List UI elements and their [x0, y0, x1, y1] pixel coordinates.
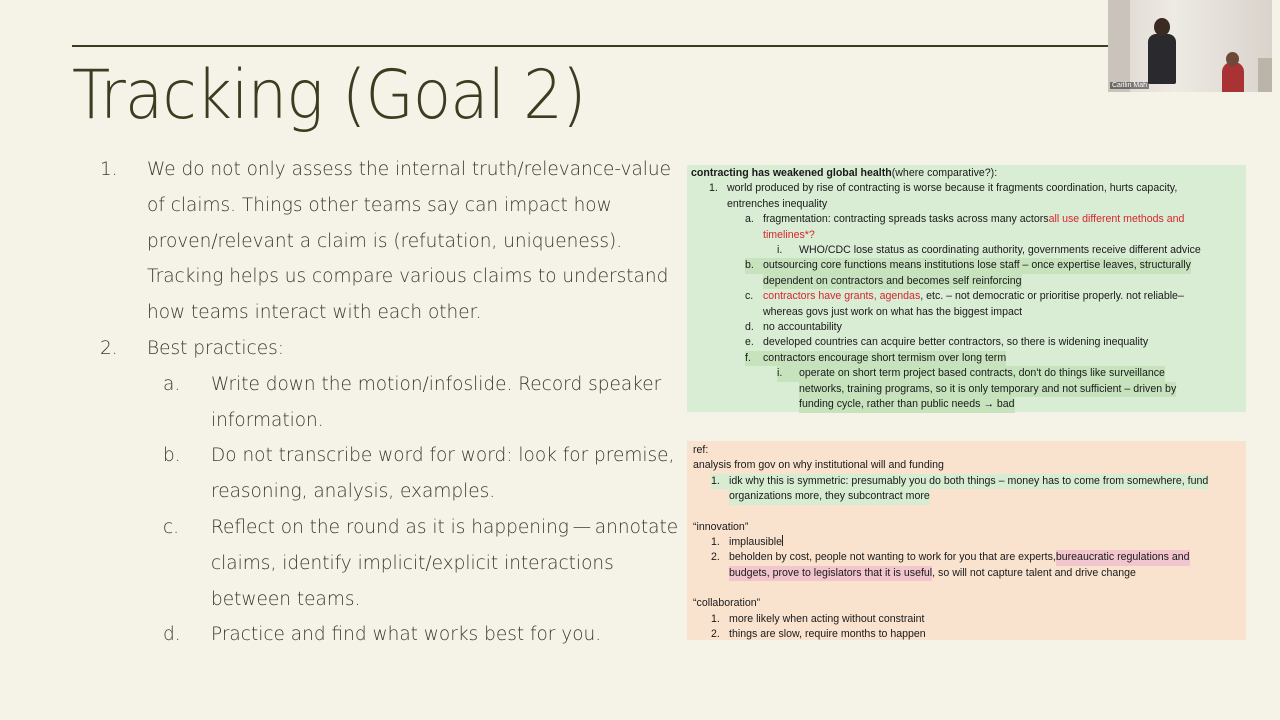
notes-green-panel — [687, 165, 1246, 412]
sublist-text: Write down the motion/infoslide. Record speaker information. — [211, 373, 662, 431]
title-rule — [72, 45, 1112, 47]
note-text: networks, training programs, so it is only temporary and not sufficient – driven by — [799, 382, 1176, 397]
note-number: 2. — [711, 551, 720, 564]
note-letter: b. — [745, 259, 754, 272]
note-red-text: contractors have grants, agendas — [763, 290, 921, 303]
webcam-speaker-head — [1154, 18, 1170, 36]
notes-peach-panel — [687, 441, 1246, 640]
sublist-item — [160, 438, 686, 510]
note-text: , etc. – not democratic or prioritise properly. not reliable– — [920, 290, 1184, 303]
note-text: no accountability — [763, 321, 842, 334]
sublist-text: Reflect on the round as it is happening — annotate claims, identify implicit/explicit interactions between teams. — [211, 516, 679, 610]
notes-heading: contracting has weakened global health — [691, 167, 892, 179]
note-text: contractors encourage short termism over long term — [763, 351, 1007, 364]
note-text: , so will not capture talent and drive change — [932, 566, 1136, 579]
note-pink-text: budgets, prove to legislators that it is useful — [729, 566, 932, 581]
webcam-name-label: Caitlin Mah — [1112, 82, 1148, 89]
note-letter: d. — [745, 321, 754, 334]
sublist-letter: d. — [163, 624, 181, 646]
webcam-shelf — [1258, 58, 1272, 92]
note-number: 1. — [711, 474, 720, 487]
sublist-item — [160, 617, 686, 653]
sublist-text: Do not transcribe word for word: look for premise, reasoning, analysis, examples. — [211, 445, 675, 503]
note-letter: a. — [745, 213, 754, 226]
slide-body-list — [96, 152, 686, 653]
note-pink-text: bureaucratic regulations and — [1056, 550, 1190, 565]
note-text: organizations more, they subcontract more — [729, 489, 930, 504]
sublist-text: Practice and find what works best for you. — [211, 624, 602, 646]
note-text: entrenches inequality — [727, 197, 828, 210]
note-text: funding cycle, rather than public needs → bad — [799, 397, 1015, 412]
webcam-background — [1108, 0, 1272, 92]
webcam-door — [1108, 0, 1130, 92]
note-text: WHO/CDC lose status as coordinating authority, governments receive different advice — [799, 244, 1201, 257]
note-text: beholden by cost, people not wanting to work for you that are experts, — [729, 551, 1056, 564]
list-number: 2. — [100, 337, 118, 359]
note-text: developed countries can acquire better contractors, so there is widening inequality — [763, 336, 1149, 349]
note-label: “collaboration” — [693, 597, 761, 610]
note-text: outsourcing core functions means institutions lose staff – once expertise leaves, structurally — [763, 259, 1191, 272]
sublist-item — [160, 367, 686, 439]
list-text: We do not only assess the internal truth/relevance-value of claims. Things other teams say can impact how proven/relevant a claim is (refutation, uniqueness). Tracking helps us compare various claims to understand how teams interact with each other. — [147, 159, 672, 324]
note-number: 1. — [711, 536, 720, 549]
note-red-text: timelines*? — [763, 228, 815, 241]
list-text: Best practices: — [147, 337, 284, 359]
note-text: operate on short term project based contracts, don't do things like surveillance — [799, 367, 1165, 380]
note-roman: i. — [777, 244, 783, 257]
note-text: whereas govs just work on what has the biggest impact — [763, 305, 1023, 318]
note-red-text: all use different methods and — [1048, 213, 1185, 226]
note-text: fragmentation: contracting spreads tasks across many actors — [763, 213, 1049, 226]
text-cursor — [782, 535, 783, 546]
note-number: 2. — [711, 628, 720, 641]
webcam-video[interactable] — [1108, 0, 1272, 92]
note-text: implausible — [729, 536, 782, 549]
note-text: things are slow, require months to happen — [729, 628, 926, 641]
sublist-letter: a. — [163, 373, 181, 395]
sublist-letter: c. — [163, 516, 180, 538]
note-number: 1. — [709, 182, 718, 195]
note-number: 1. — [711, 612, 720, 625]
webcam-audience-head — [1226, 52, 1239, 66]
list-item — [96, 331, 686, 367]
list-item — [96, 152, 686, 331]
webcam-speaker-body — [1148, 34, 1176, 84]
note-text: more likely when acting without constraint — [729, 612, 925, 625]
note-letter: f. — [745, 351, 751, 364]
note-text: world produced by rise of contracting is worse because it fragments coordination, hurts capacity, — [727, 182, 1178, 195]
sublist-item — [160, 510, 686, 617]
sublist-letter: b. — [163, 445, 181, 467]
note-letter: e. — [745, 336, 754, 349]
note-text: analysis from gov on why institutional will and funding — [693, 459, 944, 472]
note-text: idk why this is symmetric: presumably you do both things – money has to come from somewhere, fund — [729, 474, 1209, 487]
notes-heading-rest: (where comparative?): — [891, 167, 998, 179]
note-letter: c. — [745, 290, 754, 303]
slide-title: Tracking (Goal 2) — [72, 56, 586, 135]
note-label: ref: — [693, 444, 709, 456]
note-text: dependent on contractors and becomes self reinforcing — [763, 274, 1022, 289]
webcam-audience-person — [1222, 62, 1244, 92]
list-number: 1. — [100, 159, 118, 180]
note-label: “innovation” — [693, 520, 749, 533]
note-roman: i. — [777, 367, 783, 380]
